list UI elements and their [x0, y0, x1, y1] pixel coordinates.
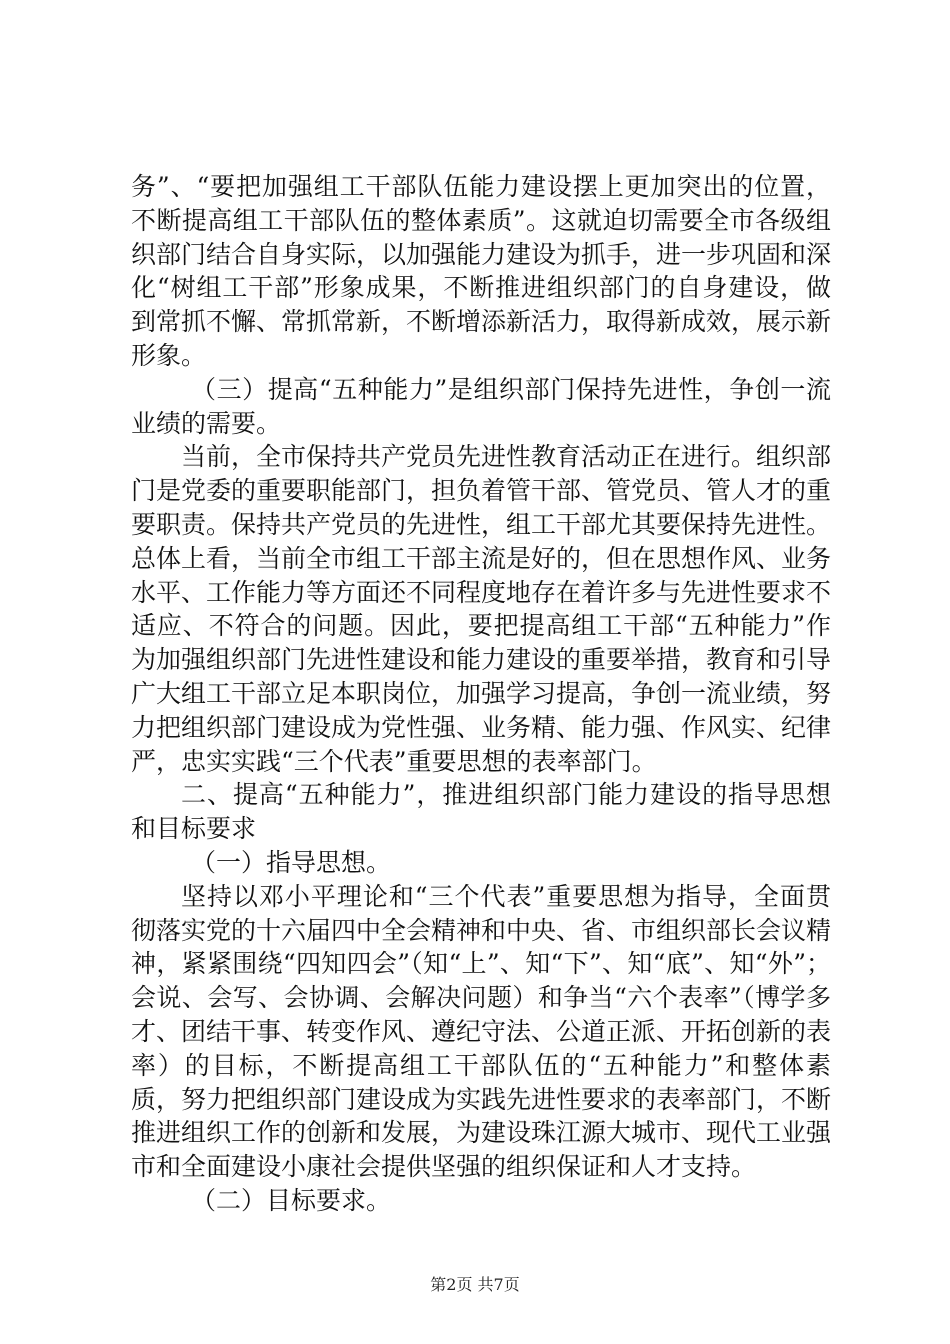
- subheading-guiding-thought: （一）指导思想。: [191, 847, 392, 877]
- section-heading-two: 二、提高“五种能力”，推进组织部门能力建设的指导思想和目标要求: [131, 780, 831, 844]
- paragraph-current-situation: 当前，全市保持共产党员先进性教育活动正在进行。组织部门是党委的重要职能部门，担负着管干部、管党员、管人才的重要职责。保持共产党员的先进性，组工干部尤其要保持先进性。总体上看，当前全市组工干部主流是好的，但在思想作风、业务水平、工作能力等方面还不同程度地存在着许多与先进性要求不适应、不符合的问题。因此，要把提高组工干部“五种能力”作为加强组织部门先进性建设和能力建设的重要举措，教育和引导广大组工干部立足本职岗位，加强学习提高，争创一流业绩，努力把组织部门建设成为党性强、业务精、能力强、作风实、纪律严，忠实实践“三个代表”重要思想的表率部门。: [131, 442, 832, 776]
- page-number-footer: 第2页 共7页: [430, 1275, 520, 1294]
- paragraph-guiding-thought: 坚持以邓小平理论和“三个代表”重要思想为指导，全面贯彻落实党的十六届四中全会精神和中央、省、市组织部长会议精神，紧紧围绕“四知四会”（知“上”、知“下”、知“底”、知“外”；会说、会写、会协调、会解决问题）和争当“六个表率”（博学多才、团结干事、转变作风、遵纪守法、公道正派、开拓创新的表率）的目标，不断提高组工干部队伍的“五种能力”和整体素质，努力把组织部门建设成为实践先进性要求的表率部门，不断推进组织工作的创新和发展，为建设珠江源大城市、现代工业强市和全面建设小康社会提供坚强的组织保证和人才支持。: [131, 881, 832, 1182]
- paragraph-continuation: 务”、“要把加强组工干部队伍能力建设摆上更加突出的位置，不断提高组工干部队伍的整体素质”。这就迫切需要全市各级组织部门结合自身实际，以加强能力建设为抓手，进一步巩固和深化“树组工干部”形象成果，不断推进组织部门的自身建设，做到常抓不懈、常抓常新，不断增添新活力，取得新成效，展示新形象。: [131, 172, 832, 370]
- document-body: [131, 170, 831, 1218]
- subheading-three: （三）提高“五种能力”是组织部门保持先进性，争创一流业绩的需要。: [131, 374, 831, 438]
- subheading-goals: （二）目标要求。: [191, 1185, 392, 1215]
